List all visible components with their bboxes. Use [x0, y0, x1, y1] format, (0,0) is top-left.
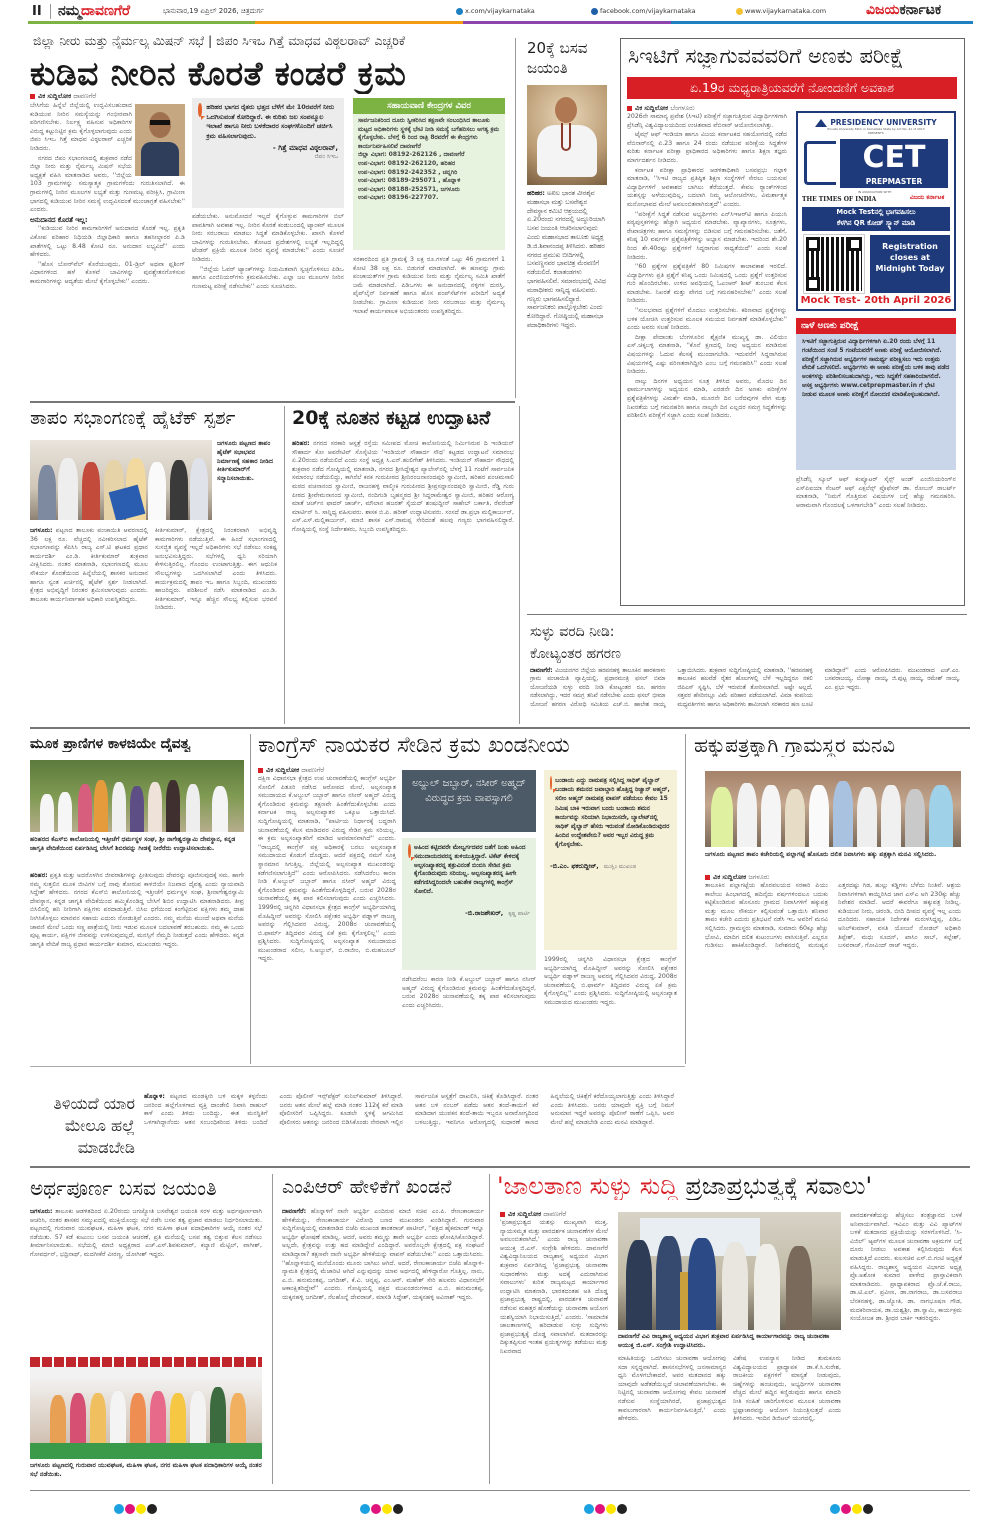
mock-test-date: Mock Test- 20th April 2026 [800, 295, 952, 306]
byline-place: ದಾವಣಗೆರೆ [301, 766, 325, 774]
registration-marks [114, 1499, 158, 1518]
stage-floor [30, 1443, 262, 1459]
association-label: IN ASSOCIATION WITH [858, 190, 892, 194]
byline-source: ವಿಕ ಸುದ್ದಿಲೋಕ [713, 873, 747, 881]
tapam-body-col2 [155, 527, 277, 722]
cet-para-1: 2026ನೇ ಸಾಮಾನ್ಯ ಪ್ರವೇಶ (ಸಿಇಟಿ) ಪರೀಕ್ಷೆಗೆ ಸಜ್ಜಾಗುತ್ತಿರುವ ವಿದ್ಯಾರ್ಥಿಗಳಿಗಾಗಿ ಪ್ರೆಸಿಡೆನ್ಸಿ ವಿಶ್ವವಿದ್ಯಾಲಯದಿಂದ ಉಚಿತವಾದ ವೆಬಿನಾರ್ ಆಯೋಜಿಸಲಾಗಿತ್ತು. [627, 113, 787, 129]
reg-yellow [136, 1504, 146, 1514]
helpline-line: ಉಪ-ವಿಭಾಗ: 08196-227707. [358, 194, 439, 202]
lead-byline [30, 92, 96, 101]
tapam-headline: ತಾಪಂ ಸಭಾಂಗಣಕ್ಕೆ ಹೈಟೆಕ್ ಸ್ಪರ್ಶ [30, 407, 236, 429]
quote-designation: ಜಿಪಂ ಸಿಇಒ [314, 153, 338, 160]
person [929, 785, 953, 847]
reg-yellow [852, 1504, 862, 1514]
byline-place: ದಾವಣಗೆರೆ [73, 92, 97, 100]
congress-headline: ಕಾಂಗ್ರೆಸ್ ನಾಯಕರ ಸೇಡಿನ ಕ್ರಮ ಖಂಡನೀಯ [258, 733, 570, 758]
paper-logo-part1: ವಿಜಯ [866, 2, 900, 18]
person [110, 1391, 126, 1443]
basava-jayanti-photo [30, 1357, 262, 1459]
helpline-intro: ಸಾರ್ವಜನಿಕರಿಂದ ದೂರು ಸ್ವೀಕರಿಸಿದ ತಕ್ಷಣವೇ ಸಂಬಂಧಿಸಿದ ತಾಲೂಕು ಮಟ್ಟದ ಅಧಿಕಾರಿಗಳು ಸ್ಥಳಕ್ಕೆ ಭೇಟಿ ನೀಡಿ ಸಮಸ್ಯೆ ಬಗೆಹರಿಸಲು ಅಗತ್ಯ ಕ್ರಮ ಕೈಗೊಳ್ಳಬೇಕು. ಬೆಳಗ್ಗೆ 6 ರಿಂದ ರಾತ್ರಿ 8ರವರೆಗೆ ಈ ಕೇಂದ್ರಗಳು ಕಾರ್ಯನಿರ್ವಹಿಸಲಿವೆ ದಾವಣಗೆರೆ [358, 117, 500, 150]
lead-para-6: ''ಜಿಲ್ಲೆಯ ಓವರ್ ಟ್ಯಾಂಕ್‌ಗಳನ್ನು ನಿಯಮಿತವಾಗಿ ಸ್ವಚ್ಛಗೊಳಿಸಲು ಪಿಡಿಒ ಹಾಗೂ ಎಂಜಿನಿಯರ್‌ಗಳು ಕ್ರಮವಹಿಸಬೇಕು. ಎಲ್ಲಾ ಜಲ ಮೂಲಗಳ ನೀರಿನ ಗುಣಮಟ್ಟ ಪರೀಕ್ಷೆ ನಡೆಸಬೇಕು'' ಎಂದು ಸೂಚಿಸಿದರು. [192, 265, 344, 290]
dateline-place: ದಾವಣಗೆರೆ: [282, 1208, 307, 1215]
grama-byline [705, 873, 769, 882]
lead-quote-box [192, 98, 344, 208]
dateline-place: ಜಗಳೂರು: [30, 527, 53, 534]
tapam-photo [30, 440, 212, 520]
insurance-body [530, 667, 960, 723]
section-rule [30, 1066, 685, 1067]
book-icon [804, 141, 836, 185]
quote-bubble-icon [550, 776, 552, 790]
portrait-face [555, 97, 577, 123]
reg-magenta [841, 1504, 851, 1514]
twitter-handle: x.com/vijaykarnataka [465, 7, 535, 15]
basavanna-portrait [527, 85, 607, 185]
person [230, 1393, 246, 1443]
tapam-body-text: ಪಟ್ಟಣದ ತಾಲೂಕು ಪಂಚಾಯಿತಿ ಆವರಣದಲ್ಲಿ 36 ಲಕ್ಷ ರೂ. ವೆಚ್ಚದಲ್ಲಿ ನವೀಕರಿಸಲಾದ ಹೈಟೆಕ್ ಸಭಾಂಗಣವನ್ನು ಕೆಪಿಸಿಸಿ ರಾಜ್ಯ ಎಸ್.ಟಿ ಘಟಕದ ಪ್ರಧಾನ ಕಾರ್ಯದರ್ಶಿ ಎಂ.ಡಿ. ಕೀರ್ತಿಕುಮಾರ್ ಶುಕ್ರವಾರ ವೀಕ್ಷಿಸಿದರು. ನಂತರ ಮಾತನಾಡಿ, ಸಭಾಂಗಣದಲ್ಲಿ ಮೂಲ ಸೌಕರ್ಯ ಕೊರತೆಯಿಂದ ಹಿನ್ನೆಲೆಯಲ್ಲಿ ಶಾಸಕರ ಅನುದಾನ ಹಾಗೂ ಸ್ವಂತ ಖರ್ಚಿನಲ್ಲಿ ಹೈಟೆಕ್ ಸ್ಪರ್ಶ ನೀಡಲಾಗಿದೆ. ಕ್ಷೇತ್ರದ ಅಭಿವೃದ್ಧಿಗೆ ನಿರಂತರ ಶ್ರಮಿಸಲಾಗುವುದು ಎಂದರು. ತಾಲೂಕು ಕಾರ್ಯನಿರ್ವಾಹಕ ಅಧಿಕಾರಿ ಉಪಸ್ಥಿತರಿದ್ದರು. [30, 527, 148, 603]
edition-name [58, 3, 130, 19]
university-subtitle: Private University Estd. in Karnataka State by Act No. 41 of 2013 [827, 127, 925, 131]
person [190, 458, 208, 520]
prepmaster-label: PREPMASTER [840, 177, 948, 188]
dateline-place: ಹೊನ್ನಾಳಿ: [144, 1093, 165, 1100]
helpline-line: ಉಪ-ವಿಭಾಗ: 08189-295071 , ಹೊನ್ನಾಳಿ [358, 177, 461, 185]
animals-headline: ಮೂಕ ಪ್ರಾಣಿಗಳ ಕಾಳಜಿಯೇ ದೈವತ್ವ [30, 736, 191, 752]
lead-subhead: ಅನುದಾನದ ಕೊರತೆ ಇಲ್ಲ: [30, 215, 88, 224]
lead-para-4: ''ಹೊಸ ಬೋರ್‌ವೆಲ್ ಕೊರೆಯುವುದು, 01-ಡ್ರಿಲ್ ಅಥವಾ ಫ್ಲಶಿಂಗ್ ವಿಧಾನಗಳಿಂದ ಹಳೆ ಕೊಳವೆ ಬಾವಿಗಳನ್ನು ಪುನಶ್ಚೇತನಗೊಳಿಸುವ ಕಾಮಗಾರಿಗಳನ್ನು ಆದ್ಯತೆಯ ಮೇಲೆ ಕೈಗೊಳ್ಳಬೇಕು'' ಎಂದರು. [30, 260, 185, 285]
university-name: PRESIDENCY UNIVERSITY [798, 118, 954, 127]
person [38, 465, 56, 520]
insurance-body-text: ವಿಜಯನಗರ ಜಿಲ್ಲೆಯ ಹರಪನಹಳ್ಳಿ ತಾಲೂಕಿನ ಹಾರಕನಾಳು ಗ್ರಾಮ ಪಂಚಾಯಿತಿ ವ್ಯಾಪ್ತಿಯಲ್ಲಿ, ಪ್ರಧಾನಮಂತ್ರಿ ಫಸಲ್ ಬಿಮಾ ಯೋಜನೆಯಡಿ ಸುಳ್ಳು ವರದಿ ನೀಡಿ ಕೋಟ್ಯಂತರ ರೂ. ಹಗರಣ ನಡೆಸಲಾಗಿದ್ದು, ಇದರ ಸಮಗ್ರ ತನಿಖೆ ನಡೆಸಬೇಕು ಎಂದು ಫಸಲ್ ಭೀಮಾ ಯೋಜನೆ ಹಗರಣ ವಿರೋಧಿ ಸಮಿತಿಯ ಎಚ್.ಬಿ. ಹಾಲೇಶ ನಾಯ್ಕ ಒತ್ತಾಯಿಸಿದರು. ಶುಕ್ರವಾರ ಸುದ್ದಿಗೋಷ್ಠಿಯಲ್ಲಿ ಮಾತನಾಡಿ, ''ಹರಪನಹಳ್ಳಿ ತಾಲೂಕಿನ ಹಲವೆಡೆ ರೈತರ ಹೊಲಗಳಲ್ಲಿ ಬೆಳೆ ಇಲ್ಲದಿದ್ದರೂ ನಕಲಿ ಜಿಪಿಎಸ್ ಸೃಷ್ಟಿಸಿ, ಬೆಳೆ ಇರುವಂತೆ ತೋರಿಸಲಾಗಿದೆ. ಅಷ್ಟೇ ಅಲ್ಲದೆ, ಸತ್ತವರ ಹೆಸರಿನಲ್ಲೂ ವಿಮೆ ಪರಿಹಾರ ಪಡೆಯಲಾಗಿದೆ. ವಿಮಾ ಕಂಪನಿಯ ಮಧ್ಯವರ್ತಿಗಳು ಹಾಗೂ ಅಧಿಕಾರಿಗಳು ಶಾಮೀಲಾಗಿ ಸರಕಾರದ ಹಣ ಲೂಟಿ ಮಾಡಿದ್ದಾರೆ'' ಎಂದು ಆರೋಪಿಸಿದರು. ಮುಖಂಡರಾದ ಎಚ್.ಎಂ. ಬಸವರಾಜಯ್ಯ, ಲೋಕ್ಯಾ ನಾಯ್ಕ, ಜಿ.ಪುಟ್ಟ ನಾಯ್ಕ, ರಮೇಶ್ ನಾಯ್ಕ, ಎಂ. ಪ್ರಭು ಇದ್ದರು. [530, 668, 960, 708]
person [58, 458, 78, 520]
lead-para-3: ''ಕುಡಿಯುವ ನೀರಿನ ಕಾಮಗಾರಿಗಳಿಗೆ ಅನುದಾನದ ಕೊರತೆ ಇಲ್ಲ. ಪ್ರಕೃತಿ ವಿಕೋಪ ಪರಿಹಾರ ನಿಧಿಯಡಿ ಜಿಲ್ಲಾಧಿಕಾರಿ ಹಾಗೂ ತಹಸೀಲ್ದಾರರ ಪಿ.ಡಿ ಖಾತೆಗಳಲ್ಲಿ ಒಟ್ಟು 8.48 ಕೋಟಿ ರೂ. ಅನುದಾನ ಲಭ್ಯವಿದೆ'' ಎಂದು ಹೇಳಿದರು. [30, 225, 185, 259]
column-divider [489, 1174, 490, 1484]
sidebox-title: ನಾಳೆ ಅಣಕು ಪರೀಕ್ಷೆ [796, 318, 956, 334]
qr-finder [806, 237, 820, 251]
lead-col3 [353, 256, 505, 397]
grama-body [705, 882, 961, 1062]
animals-caption: ಹರಿಹರದ ಕೆಎಸ್‌ಬಿ ಕಾಲೋನಿಯಲ್ಲಿ ಇತ್ತೀಚೆಗೆ ಧರ್ಮಸ್ಥಳ ಸಂಘ, ಶ್ರೀ ನಾಗೇಶ್ವರಸ್ವಾಮಿ ದೇವಸ್ಥಾನ, ಕನ್ನಡ ಜಾಗೃತಿ ವೇದಿಕೆಯಿಂದ ಏರ್ಪಡಿಸಿದ್ದ ಬೇಸಿಗೆ ಶಿಬಿರವನ್ನು ಗೀಡಕ್ಕೆ ನೀರೆರೆದು ಉದ್ಘಾಟಿಸಲಾಯಿತು. [30, 836, 236, 852]
toi-logo: THE TIMES OF INDIA [802, 196, 877, 203]
university-logo-icon [815, 119, 827, 127]
lead-para-5: ಪಡೆಯಬೇಕು. ಅನುಮೋದನೆ ಇಲ್ಲದೆ ಕೈಗೊಳ್ಳುವ ಕಾಮಗಾರಿಗಳ ಬಿಲ್ ಪಾವತಿಗಾಗಿ ಅವಕಾಶ ಇಲ್ಲ. ನೀರಿನ ಕೊರತೆ ಕಂಡುಬಂದಲ್ಲಿ ಟ್ಯಾಂಕರ್ ಮೂಲಕ ನೀರು ಸರಬರಾಜು ಮಾಡಲು ಸಿದ್ಧತೆ ಮಾಡಿಕೊಳ್ಳಬೇಕು. ಖಾಸಗಿ ಕೊಳವೆ ಬಾವಿಗಳನ್ನು ಗುರುತಿಸಬೇಕು. ತೋಟದ ಪ್ರದೇಶಗಳಲ್ಲಿ ಲಭ್ಯತೆ ಇಲ್ಲದಿದ್ದಲ್ಲಿ ಟೆಂಡರ್ ಪ್ರಕ್ರಿಯೆ ಮೂಲಕ ನೀರಿನ ವ್ಯವಸ್ಥೆ ಮಾಡಬೇಕು'' ಎಂದು ಸೂಚನೆ ನೀಡಿದರು. [192, 213, 344, 263]
ceo-portrait [135, 104, 185, 176]
grama-photo [705, 771, 961, 847]
social-col1 [500, 1219, 608, 1483]
person [881, 785, 901, 847]
helpline-line: ಉಪ-ವಿಭಾಗ: 08188-252571, ಜಗಳೂರು [358, 185, 460, 193]
reg-magenta [125, 1504, 135, 1514]
social-col1-text: 'ಪ್ರಜಾಪ್ರಭುತ್ವದ ಯಶಸ್ಸು ಮುಖ್ಯವಾಗಿ ಮುಕ್ತ, ನ್ಯಾಯಸಮ್ಮತ ಮತ್ತು ಪಾರದರ್ಶಕ ಚುನಾವಣೆಗಳ ಮೇಲೆ ಅವಲಂಬಿತವಾಗಿದೆ,' ಎಂದು ರಾಜ್ಯ ಚುನಾವಣಾ ಆಯುಕ್ತ ಜಿ.ಎಸ್. ಸಂಗ್ರೇಶಿ ಹೇಳಿದರು. ದಾವಣಗೆರೆ ವಿಶ್ವವಿದ್ಯಾನಿಲಯದ ರಾಜ್ಯಶಾಸ್ತ್ರ ಅಧ್ಯಯನ ವಿಭಾಗ ಶುಕ್ರವಾರ ಏರ್ಪಡಿಸಿದ್ದ 'ಪ್ರಜಾಪ್ರಭುತ್ವ ಚುನಾವಣಾ ಸುಧಾರಣೆಗಳು ಮತ್ತು ಅದಕ್ಕೆ ಎದುರಾಗಿರುವ ಸವಾಲುಗಳು' ಕುರಿತ ರಾಜ್ಯಮಟ್ಟದ ಕಾರ್ಯಾಗಾರ ಉದ್ಘಾಟಿಸಿ ಮಾತನಾಡಿ, ಭಾರತದಂತಹ ಅತಿ ದೊಡ್ಡ ಪ್ರಜಾಪ್ರಭುತ್ವ ರಾಷ್ಟ್ರದಲ್ಲಿ, ಪಾರದರ್ಶಕ ಚುನಾವಣೆ ನಡೆಸುವ ಮಹತ್ತರ ಹೊಣೆಯನ್ನು ಚುನಾವಣಾ ಆಯೋಗ ಯಶಸ್ವಿಯಾಗಿ ನಿಭಾಯಿಸುತ್ತಿದೆ,' ಎಂದರು. 'ಸಾಮಾಜಿಕ ಜಾಲತಾಣಗಳಲ್ಲಿ ಹರಿದಾಡುವ ಸುಳ್ಳು ಸುದ್ದಿಗಳು ಪ್ರಜಾಪ್ರಭುತ್ವಕ್ಕೆ ದೊಡ್ಡ ಸವಾಲಾಗಿವೆ. ಮತದಾರರನ್ನು ದಿಕ್ಕುತಪ್ಪಿಸುವ ಇಂತಹ ಪ್ರಯತ್ನಗಳನ್ನು ತಡೆಯಲು ಮತ್ತು ನಿಖರವಾದ [500, 1219, 608, 1355]
bar-purple [463, 21, 671, 24]
dateline-place: ಹರಿಹರ: [527, 190, 545, 197]
person [785, 789, 805, 847]
byline-place: ದಾವಣಗೆರೆ [543, 1210, 567, 1218]
person [94, 780, 108, 832]
grama-body-text: ತಾಲೂಕಿನ ಪಲ್ಲಾಗಟ್ಟೆಯ ಹೊರವಲಯದ ಸರಕಾರಿ ಪಿಯು ಕಾಲೇಜು ಹಿಂಭಾಗದಲ್ಲಿ ಹದಿನೈದು ವರ್ಷಗಳಿಂದಲೂ ಬದುಕು ಕಟ್ಟಿಕೊಂಡಿರುವ ಹೊಸೂರು ಗ್ರಾಮದ ನಿವಾಸಿಗಳಿಗೆ ಹಕ್ಕುಪತ್ರ ಮತ್ತು ಮೂಲ ಸೌಕರ್ಯ ಕಲ್ಪಿಸುವಂತೆ ಒತ್ತಾಯಿಸಿ ಶನಿವಾರ ತಾಪಂ ಕಚೇರಿ ಎದುರು ಪ್ರತಿಭಟನೆ ನಡೆಸಿ ಇಒ ಅವರಿಗೆ ಮನವಿ ಸಲ್ಲಿಸಿದರು. ಗ್ರಾಮಸ್ಥರು ಮಾತನಾಡಿ, ಸುಮಾರು 60ಕ್ಕೂ ಹೆಚ್ಚು ಭೋವಿ, ಮಾದಿಗ ದಲಿತ ಕುಟುಂಬಗಳು ವಾಸಿಸುತ್ತಿವೆ. ಎಲ್ಲರೂ ಗುಡಿಸಲು ಹಾಕಿಕೊಂಡಿದ್ದಾರೆ. ನಿವೇಶನದಲ್ಲಿ ಮನುಷ್ಯನ ಎತ್ತರದಷ್ಟು ಗಿಡ, ಹುಲ್ಲು ಕಡ್ಡಿಗಳು ಬೆಳೆದು ನಿಂತಿವೆ. ಆಶ್ರಯ ನಿವಾಸಿಗಳಿಗಾಗಿ ಕಾಯ್ದಿರಿಸಿದ ಜಾಗ ಎಸ್‌ಎ ಅಗಿ 230ಕ್ಕು ಹೆಚ್ಚು ನಿವೇಶನ ಮಾಡಿದೆ. ಆದರೆ ಈವರೆಗೂ ಹಕ್ಕುಪತ್ರ ನೀಡಿಲ್ಲ. ಕುಡಿಯುವ ನೀರು, ಚರಂಡಿ, ಬೀದಿ ದೀಪದ ವ್ಯವಸ್ಥೆ ಇಲ್ಲ ಎಂದು ದೂರಿದರು. ಸಹಾಯಕ ನಿರ್ದೇಶಕ ಮರುಳಸಿದ್ದಪ್ಪ, ಪಿಡಿಒ ಅನಿಲ್‌ಕುಮಾರ್, ವಸತಿ ಯೋಜನೆ ನೋಡಲ್ ಅಧಿಕಾರಿ ತಿಪ್ಪೇಶ್, ಮಧು ಸೂದನ್, ಖಾಸಿಂ ಸಾಬ್, ಕಲ್ಲೇಶ್, ಬಸವರಾಜ್, ಗೋವಿಂದ್ ರಾಜ್ ಇದ್ದರು. [705, 882, 961, 950]
reg-black [147, 1504, 157, 1514]
column-divider [272, 1174, 273, 1484]
building-body-text: ನಗರದ ಸರಕಾರಿ ಆಸ್ಪತ್ರೆ ರಸ್ತೆಯ ಸಮೀಪದ ಮೋಚಿ ಕಾಲೋನಿಯಲ್ಲಿ ನಿರ್ಮಿಸಿರುವ ದಿ ಇಂಡಿಯನ್ ಸೌಹಾರ್ದ ಕೋ ಆಪರೇಟಿವ್ ಸೊಸೈಟಿಯ 'ಇಂಡಿಯನ್ ಸೌಹಾರ್ದ ಸೌಧ' ಕಟ್ಟಡದ ಉದ್ಘಾಟನೆ ಸಮಾರಂಭ ಏ.20ರಂದು ನಡೆಯಲಿದೆ ಎಂದು ಸಂಸ್ಥೆ ಅಧ್ಯಕ್ಷ ಸಿ.ಎನ್.ಹುಲಿಗೇಶ್ ತಿಳಿಸಿದರು. ಇಂಡಿಯನ್ ಸೌಹಾರ್ದ ಸೌಧದಲ್ಲಿ ಶುಕ್ರವಾರ ನಡೆದ ಗೋಷ್ಠಿಯಲ್ಲಿ ಮಾತನಾಡಿ, ನಗರದ ಶ್ರೀಸಿದ್ದೇಶ್ವರ ಪ್ಯಾಲೇಸ್‌ನಲ್ಲಿ ಬೆಳಗ್ಗೆ 11 ಗಂಟೆಗೆ ಸಾರ್ವಜನಿಕ ಸಮಾರಂಭ ನಡೆಯಲಿದ್ದು, ಕಾಗಿನೆಲೆ ಕನಕ ಗುರುಪೀಠದ ಶ್ರೀನಿರಂಜನಾನಂದಪುರಿ ಸ್ವಾಮೀಜಿ, ಹರಿಹರ ಪಂಚಮಸಾಲಿ ಮಠದ ವಚನಾನಂದ ಸ್ವಾಮೀಜಿ, ರಾಜನಹಳ್ಳಿ ವಾಲ್ಮೀಕಿ ಗುರುಪೀಠದ ಶ್ರೀಪ್ರಸನ್ನಾನಂದಪುರಿ ಸ್ವಾಮೀಜಿ, ರೆಡ್ಡಿ ಗುರು ಪೀಠದ ಶ್ರೀವೇಮನಾನಂದ ಸ್ವಾಮೀಜಿ, ನಂದಿಗುಡಿ ಬೃಹನ್ಮಠದ ಶ್ರೀ ಸಿದ್ಧರಾಮೇಶ್ವರ ಸ್ವಾಮೀಜಿ, ಹರಿಹರ ಆರೋಗ್ಯ ಮಾತೆ ಚರ್ಚ್‌ನ ಫಾದರ್ ಜಾರ್ಜ್, ಮೌಲಾನ ಹಜರತ್ ಸೈಯದ್ ಶಂಷುದ್ದೀನ್ ಸಾಹೇಬ್ ಬರ್ಕಾತಿ, ರೆವರೆಂಡ್ ಮಾರ್ಟಿನ್ ಸಿ. ಸಾನ್ನಿಧ್ಯ ವಹಿಸುವರು. ಶಾಸಕ ಬಿ.ಪಿ. ಹರೀಶ್ ಉದ್ಘಾಟಿಸುವರು. ಸಂಸದೆ ಡಾ.ಪ್ರಭಾ ಮಲ್ಲಿಕಾರ್ಜುನ್, ಎಸ್.ಎಸ್.ಮಲ್ಲಿಕಾರ್ಜುನ್, ಮಾಜಿ ಶಾಸಕ ಎಸ್.ರಾಮಪ್ಪ ಸೇರಿದಂತೆ ಹಲವು ಗಣ್ಯರು ಭಾಗವಹಿಸಲಿದ್ದಾರೆ. ಗೋಷ್ಠಿಯಲ್ಲಿ ಸಂಸ್ಥೆ ನಿರ್ದೇಶಕರು, ಸಿಬ್ಬಂದಿ ಉಪಸ್ಥಿತರಿದ್ದರು. [292, 440, 514, 533]
sidebox-body: ಸಿಇಟಿಗೆ ಸಜ್ಜಾಗುತ್ತಿರುವ ವಿದ್ಯಾರ್ಥಿಗಳಿಗಾಗಿ ಏ.20 ರಂದು ಬೆಳಗ್ಗೆ 11 ಗಂಟೆಯಿಂದ ಸಂಜೆ 5 ಗಂಟೆಯವರೆಗೆ ಅಣಕು ಪರೀಕ್ಷೆ ಆಯೋಜಿಸಲಾಗಿದೆ. ಪರೀಕ್ಷೆಗೆ ಸಜ್ಜಾಗಿರುವ ಅಭ್ಯರ್ಥಿಗಳ ಸಾಮರ್ಥ್ಯ ಪರೀಕ್ಷಿಸಲು ಇದು ಉತ್ತಮ ವೇದಿಕೆ ಒದಗಿಸಲಿದೆ. ಅಭ್ಯರ್ಥಿಗಳು ಈ ಅಣಕು ಪರೀಕ್ಷೆಯ ಬಳಿಕ ತಾವು ಪಡೆದ ಅಂಕಗಳನ್ನು ಪರಿಶೀಲಿಸಬಹುದಾಗಿದ್ದು, ಇದು ಸಿದ್ಧತೆಗೆ ಸಹಕಾರಿಯಾಗಲಿದೆ. ಆಸಕ್ತ ಅಭ್ಯರ್ಥಿಗಳು www.cetprepmaster.in ಗೆ ಭೇಟಿ ನೀಡುವ ಮೂಲಕ ಅಣಕು ಪರೀಕ್ಷೆಗೆ ನೋಂದಣಿ ಮಾಡಿಕೊಳ್ಳಬಹುದಾಗಿದೆ. [802, 338, 950, 398]
reg-cyan [360, 1504, 370, 1514]
person [688, 1238, 716, 1330]
congress-quote2 [544, 770, 677, 950]
column-divider [284, 406, 285, 724]
person [210, 1387, 226, 1443]
cet-col2 [796, 476, 956, 600]
date-line: ಭಾನುವಾರ,19 ಏಪ್ರಿಲ್ 2026, ಚಿತ್ರದುರ್ಗ [163, 7, 264, 15]
tapam-caption: ಜಗಳೂರು ಪಟ್ಟಣದ ತಾಪಂ ಹೈಟೆಕ್ ಸಭಾಭವನ ನಿರ್ಮಾಣಕ್ಕೆ ಸಹಕಾರ ನೀಡಿದ ಕೀರ್ತಿಕುಮಾರ್‌ಗೆ ಸನ್ಮಾನಿಸಲಾಯಿತು. [217, 440, 273, 483]
person [78, 784, 92, 832]
animals-body [30, 872, 244, 1062]
person [40, 794, 54, 832]
column-divider [250, 734, 251, 1064]
person [809, 785, 829, 847]
masthead-color-bar [28, 21, 973, 24]
reg-yellow [382, 1504, 392, 1514]
paper-logo-part2: ಕರ್ನಾಟಕ [899, 2, 942, 18]
basava-jayanti-caption: ಜಗಳೂರು ಪಟ್ಟಣದಲ್ಲಿ ಗುರುವಾರ ಯುವಘಟಕ, ಮಹಿಳಾ ಘಟಕ, ನಗರ ಮಹಿಳಾ ಘಟಕ ಪದಾಧಿಕಾರಿಗಳ ಆಯ್ಕೆ ನಂತರ ಸಭೆ ನಡೆಯಿತು. [30, 1462, 262, 1478]
person [754, 1244, 780, 1330]
registration-notice: Registration closes at Midnight Today [870, 235, 950, 293]
paper-logo [866, 2, 941, 18]
helpline-line: ಉಪ-ವಿಭಾಗ: 08192-262120, ಹರಿಹರ [358, 159, 456, 167]
social-photo [618, 1212, 841, 1330]
helpline-line: ಉಪ-ವಿಭಾಗ: 08192-242352 , ಚನ್ನಗಿರಿ [358, 168, 458, 176]
mock-test-instruction: Mock Testನಲ್ಲಿ ಭಾಗವಹಿಸಲು ಕೆಳಗಿನ QR ಕೋಡ್ ಸ್ಕ್ಯಾನ್ ಮಾಡಿ [802, 207, 950, 231]
person [761, 785, 781, 847]
cet-byline [627, 104, 695, 113]
dateline-place: ಹರಿಹರ: [292, 440, 310, 447]
person [833, 781, 853, 847]
reg-black [393, 1504, 403, 1514]
byline-source: ವಿಕ ಸುದ್ದಿಲೋಕ [635, 104, 669, 112]
grama-caption: ಜಗಳೂರು ಪಟ್ಟಣದ ತಾಪಂ ಕಚೇರಿಯಲ್ಲಿ ಪಲ್ಲಾಗಟ್ಟೆ ಹೊಸೂರು ದಲಿತ ನಿವಾಸಿಗಳು ಹಕ್ಕು ಪತ್ರಕ್ಕಾಗಿ ಮನವಿ ಸಲ್ಲಿಸಿದರು. [705, 851, 937, 858]
social-col4 [850, 1212, 962, 1483]
cet-headline: ಸಿಇಟಿಗೆ ಸಜ್ಜಾಗುವವವರಿಗೆ ಅಣಕು ಪರೀಕ್ಷೆ [628, 44, 904, 68]
person [170, 460, 188, 520]
person [170, 1393, 186, 1443]
person [148, 782, 162, 832]
social-headline [497, 1172, 972, 1200]
vk-logo: ವಿಜಯ ಕರ್ನಾಟಕ [910, 194, 945, 201]
congress-quote1 [402, 838, 536, 970]
globe-icon [736, 8, 743, 15]
crime-body-text: ಪಟ್ಟಣದ ಮಂಡಕ್ಕೀರಿ ಬಳಿ ಮಕ್ಕಳ ಕಳ್ಳನೆಂದು ಜನರಿಂದ ಹಲ್ಲೆಗೊಳಗಾದ ವ್ಯಕ್ತಿ ದಾಂಡೇಲಿ ನಿವಾಸಿ ರಾಹುಲ್ ಕಾಳೆ ಎಂದು ತಿಳಿದು ಬಂದಿದ್ದು, ಈತ ಮನಸ್ಥಿತಿಗೆ ಒಳಗಾಗಿದ್ದಾನೆಂದು ಆತನ ಸಂಬಂಧಿಕರಿಂದ ತಿಳಿದು ಬಂದಿದೆ ಎಂದು ಪೊಲೀಸ್ ಇನ್ಸ್‌ಪೆಕ್ಟರ್ ಸುನಿಲ್‌ಕುಮಾರ್ ತಿಳಿಸಿದ್ದಾರೆ. ಜನರು ಆತನ ಮೇಲೆ ಹಲ್ಲೆ ಮಾಡಿ ನಂತರ 112ಕ್ಕೆ ಕರೆ ಮಾಡಿ ಪೊಲೀಸರಿಗೆ ಒಪ್ಪಿಸಿದ್ದರು. ಕೂಡಲೇ ಸ್ಥಳಕ್ಕೆ ಆಗಮಿಸಿದ ಪೊಲೀಸರು ಆತನನ್ನು ಜನರಿಂದ ಬಿಡಿಸಿಕೊಂಡು ನೇರವಾಗಿ ಇಲ್ಲಿನ ಸಾರ್ವಜನಿಕ ಆಸ್ಪತ್ರೆಗೆ ದಾಖಲಿಸಿ, ಚಿಕಿತ್ಸೆ ಕೊಡಿಸಿದ್ದಾರೆ. ನಂತರ ಆತನ ಬಳಿ ನಂಬರ್ ಪಡೆದು ಆತನ ತಂದೆ-ತಾಯಿಗೆ ಕರೆ ಮಾಡಿದಾಗ ಯುವಕನ ತಂದೆ-ತಾಯಿ ಇಬ್ಬರೂ ಅನಾರೋಗ್ಯದಿಂದ ಬಳಲುತ್ತಿದ್ದು, ಇವನಿಗೂ ಆರೋಗ್ಯದಲ್ಲಿ ಸುಧಾರಣೆ ಕಾಣದ ಹಿನ್ನಲೆಯಲ್ಲಿ ಚಿಕಿತ್ಸೆಗೆ ಕರೆದೊಯ್ಯಲಾಗುತ್ತಿತ್ತು ಎಂದು ತಿಳಿಸಿದ್ದಾರೆ ಎಂದು ತಿಳಿಸಿದರು. ಜನರು ಯಾವುದೇ ವ್ಯಕ್ತಿ ಬಗ್ಗೆ ನಿಮಗೆ ಅನುಮಾನ ಇದ್ದರೆ ಅವರನ್ನು ಪೊಲೀಸ್ ಠಾಣೆಗೆ ಒಪ್ಪಿಸಿ, ಅವರ ಮೇಲೆ ಹಲ್ಲೆ ಮಾಡಬೇಡಿ ಎಂದು ಮನವಿ ಮಾಡಿದ್ದಾರೆ. [144, 1093, 674, 1126]
person [656, 1236, 682, 1330]
lamp-stand [680, 1272, 688, 1330]
helpline-box [353, 98, 505, 250]
cet-para-9: ಪ್ರೆಸಿಡೆನ್ಸಿ ಸ್ಕೂಲ್ ಆಫ್ ಕಂಪ್ಯೂಟರ್ ಸೈನ್ಸ್ ಅಂಡ್ ಎಂಜಿನಿಯರಿಂಗ್‌ನ ಎಸ್‌ಪಿಐಯಾ ಸೆಂಟರ್ ಆಫ್ ಎಕ್ಸಲೆನ್ಸ್ ಪ್ರೊಫೆಸರ್ ಡಾ. ರೋಬನ್ ರಾಬರ್ಟ್ ಮಾತನಾಡಿ, ''ನಿಮಗೆ ಗೊತ್ತಿರುವ ವಿಷಯಗಳ ಬಗ್ಗೆ ಹೆಚ್ಚು ಗಮನಹರಿಸಿ. ಆರಾಮವಾಗಿ ಗೊಂದಲಕ್ಕೆ ಒಳಗಾಗಬೇಡಿ'' ಎಂದು ಸಲಹೆ ನೀಡಿದರು. [796, 476, 956, 509]
person [82, 462, 100, 520]
quote-text: ಹರಿಹರ ಭಾಗದ ರೈತರು ಭತ್ತದ ಬೆಳೆಗೆ ಮೇ 10ರವರೆಗೆ ನೀರು ಒದಗಿಸುವಂತೆ ಕೋರಿದ್ದಾರೆ. ಈ ಕುರಿತು ಜಲ ಸಂಪನ್ಮೂಲ ಇಲಾಖೆ ಹಾಗೂ ನೀರು ಬಳಕೆದಾರರ ಸಂಘಗಳೊಂದಿಗೆ ಚರ್ಚಿಸಿ ಕ್ರಮ ವಹಿಸಲಾಗುವುದು. [206, 103, 335, 140]
bar-green [28, 21, 255, 24]
edition-name-part2: ದಾವಣಗೆರೆ [81, 3, 131, 19]
person [58, 792, 72, 832]
person [70, 1393, 86, 1443]
insurance-headline: ಸುಳ್ಳು ವರದಿ ನೀಡಿ: ಕೋಟ್ಯಂತರ ಹಗರಣ [530, 624, 621, 662]
lead-kicker: ಜಿಲ್ಲಾ ನೀರು ಮತ್ತು ನೈರ್ಮಲ್ಯ ಮಿಷನ್ ಸಭೆ | ಜಿಪಂ ಸಿಇಒ ಗಿತ್ತೆ ಮಾಧವ ವಿಠ್ಠಲರಾವ್ ಎಚ್ಚರಿಕೆ [33, 33, 405, 48]
byline-marker-icon [627, 106, 632, 111]
qr-finder [848, 237, 862, 251]
quote-text: ಅಹಿಂದ ಕಟ್ಟಿದವರೇ ಮೇಲ್ವರ್ಗದವರ ಜತೆಗೆ ನಿಂತು ಅಹಿಂದ ಸಮುದಾಯದವರನ್ನ ತುಳಿಯುತ್ತಿದ್ದಾರೆ. ಟಿಕೆಟ್ ಕೇಳಿದಕ್ಕೆ ಅಲ್ಪಸಂಖ್ಯಾತರನ್ನ ಶತ್ರುವಿನಂತೆ ಬಿಂಬಿಸಿ ಸೇಡಿನ ಕ್ರಮ ಕೈಗೊಂಡಿರುವುದು ಸರಿಯಲ್ಲ. ಅಲ್ಪಸಂಖ್ಯಾತರನ್ನ ಹೀಗೇ ಕಡೆಗಣಿಸಿದ್ದರಿಂದಲೇ ಬಹುತೇಕ ರಾಜ್ಯಗಳಲ್ಲಿ ಕಾಂಗ್ರೆಸ್ ಸೋಲಿದೆ. [413, 844, 526, 895]
social-headline-dark: ಪ್ರಜಾಪ್ರಭುತ್ವಕ್ಕೆ ಸವಾಲು' [685, 1172, 873, 1200]
social-byline [500, 1210, 566, 1219]
person [90, 1393, 106, 1443]
congress-byline [258, 766, 324, 775]
person [166, 780, 180, 832]
basava-brief-body [527, 190, 607, 600]
person [150, 1391, 166, 1443]
masthead [28, 2, 973, 22]
animals-photo [30, 760, 244, 832]
social-col4-text: ಪಾರದರ್ಶಕತೆಯನ್ನು ಹೆಚ್ಚಿಸಲು ತಂತ್ರಜ್ಞಾನದ ಬಳಕೆ ಅನಿವಾರ್ಯವಾಗಿದೆ. ಇವಿಎಂ ಮತ್ತು ವಿವಿ ಪ್ಯಾಟ್‌ಗಳ ಬಳಕೆ ಮತದಾನದ ಪ್ರಕ್ರಿಯೆಯನ್ನು ಸರಳಗೊಳಿಸಿದೆ. 'ಸಿ-ವಿಜಿಲ್' ಆ್ಯಪ್‌ಗಳ ಮೂಲಕ ಚುನಾವಣಾ ಅಕ್ರಮಗಳ ಬಗ್ಗೆ ದೂರು ನೀಡಲು ಅವಕಾಶ ಕಲ್ಪಿಸಿರುವುದು ಕೆಲಸ ಮಾಡುತ್ತಿದೆ ಎಂದರು. ಕುಲಸಚಿವ ಎಸ್.ಬಿ.ಗಂಟಿ ಅಧ್ಯಕ್ಷತೆ ವಹಿಸಿದ್ದರು. ರಾಜ್ಯಶಾಸ್ತ್ರ ಅಧ್ಯಯನ ವಿಭಾಗದ ಅಧ್ಯಕ್ಷ ಪ್ರೊ.ಅಶೋಕ ಕುಮಾರ ಪಾಳೇದ ಪ್ರಾಸ್ತಾವಿಕವಾಗಿ ಮಾತನಾಡಿದರು. ಪ್ರಾಧ್ಯಾಪಕರಾದ ಪ್ರೊ.ಜೆ.ಕೆ.ರಾಜು, ಡಾ.ಟಿ.ಎಲ್. ಪ್ರವೀಣ, ಡಾ.ನಾಗರಾಜ, ಡಾ.ಬಸವರಾಜ ಬೆನಕನಹಳ್ಳಿ, ಡಾ.ಜ್ಯೋತಿ, ಡಾ. ನಾಗಭೂಷಣ ಗೌಡ, ಮದಕರಿನಾಯಕ, ಡಾ.ಯಶ್ವಶ್ರೀ, ಡಾ.ಸ್ವಾಮಿ, ಕಾರ್ಯಕ್ರಮ ಸಂಯೋಜಕ ಡಾ. ಶ್ರೀಧರ ಬಾರ್ಕಿ ಇತರರಿದ್ದರು. [850, 1212, 962, 1323]
facebook-link[interactable] [591, 7, 696, 15]
person [626, 1240, 652, 1330]
reg-black [863, 1504, 873, 1514]
byline-source: ವಿಕ ಸುದ್ದಿಲೋಕ [266, 766, 300, 774]
basava-brief-headline: 20ಕ್ಕೆ ಬಸವ ಜಯಂತಿ [527, 39, 588, 77]
quote-author: -ಬಿ.ಎಂ. ಫಕರುದ್ದೀನ್, [550, 861, 599, 870]
quote-author: -ಬಿ.ರಾಜಶೇಖರ್, [465, 908, 504, 917]
section-rule [30, 1166, 970, 1168]
portrait-beads [561, 123, 571, 151]
reg-cyan [114, 1504, 124, 1514]
building-body [292, 440, 514, 722]
person [50, 1395, 66, 1443]
animals-body-text: ಪ್ರಕೃತಿ ಮತ್ತು ಅದರೊಳಗಿನ ಜೀವರಾಶಿಗಳನ್ನು ಪ್ರೀತಿಸುವುದು ದೇವರನ್ನು ಪೂಜಿಸುವುದಕ್ಕೆ ಸಮ. ಹಾಗೇ ನಮ್ಮ ಸುತ್ತಲಿನ ಮೂಕ ಜೀವಿಗಳ ಬಗ್ಗೆ ನಾವು ತೋರುವ ಕಾಳಜಿಯೇ ನಿಜವಾದ ದೈವತ್ವ ಎಂದು ನ್ಯಾಯವಾದಿ ಸಿದ್ದೇಶ್ ಹೇಳಿದರು. ನಗರದ ಕೆಎಸ್‌ಬಿ ಕಾಲೋನಿಯಲ್ಲಿ ಇತ್ತೀಚೆಗೆ ಧರ್ಮಸ್ಥಳ ಸಂಘ, ಶ್ರೀನಾಗೇಶ್ವರಸ್ವಾಮಿ ದೇವಸ್ಥಾನ, ಕನ್ನಡ ಜಾಗೃತಿ ವೇದಿಕೆಯಿಂದ ಹಮ್ಮಿಕೊಂಡಿದ್ದ ಬೇಸಿಗೆ ಶಿಬಿರ ಉದ್ಘಾಟಿಸಿ ಮಾತನಾಡಿದರು. ತೀವ್ರ ಬಿಸಿಲಿನಲ್ಲಿ ಹನಿ ನೀರಿಗಾಗಿ ಪಕ್ಷಿಗಳು ಪರದಾಡುತ್ತಿವೆ. ಬಿಸಿಲ ಧಗೆಯಿಂದ ಕಂಗೆಟ್ಟಿರುವ ಪಕ್ಷಿಗಳು ತಮ್ಮ ದಾಹ ನೀಗಿಸಿಕೊಳ್ಳಲು ಮಾನವನ ಸಹಾಯ ಎದುರು ನೋಡುತ್ತಿವೆ ಎಂದರು. ನಮ್ಮ ಮನೆಯ ಮುಂದೆ ಅಥವಾ ಮನೆಯ ಚಾವಣಿ ಮೇಲೆ ಒಂದು ಸಣ್ಣ ಪಾತ್ರೆಯಲ್ಲಿ ನೀರು ಇಡುವ ಮೂಲಕ ಬದಲಾವಣೆ ತರಬಹುದು. ನಮ್ಮ ಈ ಒಂದು ಪುಟ್ಟ ಕಾರ್ಯ, ಪಕ್ಷಿಗಳ ಜೀವವನ್ನು ಉಳಿಸುವುದಲ್ಲದೆ, ಮನಸ್ಸಿಗೆ ನೆಮ್ಮದಿ ನೀಡುತ್ತದೆ ಎಂದು ಹೇಳಿದರು. ಕನ್ನಡ ಜಾಗೃತಿ ವೇದಿಕೆ ರಾಜ್ಯ ಪ್ರಧಾನ ಕಾರ್ಯದರ್ಶಿ ಕುಮಾರ, ಮುಖಂಡರು ಇದ್ದರು. [30, 872, 244, 948]
cet-col1 [627, 113, 787, 601]
dateline-place: ಜಗಳೂರು: [30, 1208, 53, 1215]
social-col3 [733, 1355, 841, 1483]
bar-blue [671, 21, 973, 24]
person [857, 787, 877, 847]
person [786, 1246, 812, 1330]
mock-test-sidebox [796, 318, 956, 470]
reg-magenta [371, 1504, 381, 1514]
person [905, 789, 925, 847]
person [186, 784, 200, 832]
byline-source: ವಿಕ ಸುದ್ದಿಲೋಕ [38, 92, 72, 100]
stage-decoration [30, 1357, 262, 1367]
congress-body-col3 [544, 956, 677, 1062]
person [212, 786, 228, 832]
basava-jayanti-body [30, 1208, 262, 1354]
cet-advertisement[interactable] [796, 111, 956, 311]
qr-code[interactable] [804, 235, 864, 293]
basava-jayanti-headline: ಅರ್ಥಪೂರ್ಣ ಬಸವ ಜಯಂತಿ [30, 1176, 217, 1200]
bar-orange [255, 21, 463, 24]
quote-text: ಬಂಡಾಯ ಎದ್ದು ನಾಮಪತ್ರ ಸಲ್ಲಿಸಿದ್ದ ಸಾಧಿಕ್ ಪೈಲ್ವಾನ್ ಬಂಡಾಯ ಶಮನದ ಜವಾಬ್ದಾರಿ ಹೊತ್ತಿದ್ದ ರಿಜ್ವಾನ್ ಅಹ್ಮದ್, ಸಲೀಂ ಅಹ್ಮದ್ ನಾಮಪತ್ರ ವಾಪಸ್ ಪಡೆಯಲು ಕೇವಲ 15 ನಿಮಿಷ ಬಾಕಿ ಇರುವಾಗ ಬಂದು ಬಂಡಾಯ ಶಮನ ಕಾರ್ಯವನ್ನು ಸರಿಯಾಗಿ ನಿಭಾಯಿಸದೇ, ಬ್ಯಾಲೇಟ್‌ನಲ್ಲಿ ಸಾಧಿಕ್ ಪೈಲ್ವಾನ್ ಹೆಸರು ಇರುವಂತೆ ನೋಡಿಕೊಂಡಿರುವುದರ ಹಿಂದಿನ ಉದ್ದೇಶವೇನು? ಅವರ ಇಬ್ಬರ ವಿರುದ್ಧ ಕ್ರಮ ಕೈಗೊಳ್ಳಬೇಕು. [555, 777, 670, 849]
helpline-line: ಜಿಲ್ಲಾ ವಿಭಾಗ: 08192-262126 , ದಾವಣಗೆರೆ [358, 151, 465, 159]
facebook-icon [591, 8, 598, 15]
byline-marker-icon [30, 94, 35, 99]
section-rule [30, 401, 515, 403]
crime-headline: ತಿಳಿಯದೆ ಯಾರ ಮೇಲೂ ಹಲ್ಲೆ ಮಾಡಬೇಡಿ [53, 1094, 135, 1157]
portrait-sunglasses [150, 120, 170, 125]
dateline-place: ದಾವಣಗೆರೆ: [530, 668, 553, 674]
congress-dark-box: ಅಬ್ದುಲ್ ಜಬ್ಬಾರ್, ನಸೀರ್ ಅಹ್ಮದ್ ವಿರುದ್ಧದ ಕ್ರಮ ವಾಪಸ್ಸಾಗಲಿ [402, 770, 536, 832]
cet-para-3: ಕರ್ನಾಟಕ ಪರೀಕ್ಷಾ ಪ್ರಾಧಿಕಾರದ ಆಡಳಿತಾಧಿಕಾರಿ ಬಸವಪ್ರಭು ಗಲ್ಗಾಳಿ ಮಾತನಾಡಿ, ''ಸಿಇಟಿ ರಾಜ್ಯದ ಪ್ರತಿಷ್ಠಿತ ಶಿಕ್ಷಣ ಸಂಸ್ಥೆಗಳಿಗೆ ಸೇರಲು ಬಯಸುವ ವಿದ್ಯಾರ್ಥಿಗಳಿಗೆ ಅವಕಾಶದ ಬಾಗಿಲು ತೆರೆಯುತ್ತದೆ. ಕೇವಲ ರ‍್ಯಾಂಕ್‌ಗಳಿಂದ ಯಶಸ್ಸನ್ನು ಅಳೆಯುವುದಿಲ್ಲ, ಬದಲಾಗಿ ನಿಮ್ಮ ಆಲೋಚನೆಗಳು, ವಿಮರ್ಶಾತ್ಮಕ ಮನೋಭಾವದ ಮೇಲೆ ಅವಲಂಬಿತವಾಗಿರುತ್ತದೆ'' ಎಂದರು. [627, 166, 787, 208]
lead-para-7: ಸರಕಾರದಿಂದ ಪ್ರತಿ ಗ್ರಾಮಕ್ಕೆ 3 ಲಕ್ಷ ರೂ.ಗಳಂತೆ ಒಟ್ಟು 46 ಗ್ರಾಮಗಳಿಗೆ 1 ಕೋಟಿ 38 ಲಕ್ಷ ರೂ. ಬಿಡುಗಡೆ ಮಾಡಲಾಗಿದೆ. ಈ ಹಣವನ್ನು ಗ್ರಾಮ ಪಂಚಾಯತ್‌ಗಳ ಗ್ರಾಮ ಕುಡಿಯುವ ನೀರು ಮತ್ತು ನೈರ್ಮಲ್ಯ ಸಮಿತಿ ಖಾತೆಗೆ ಜಮೆ ಮಾಡಲಾಗಿದೆ. ಪಿಡಿಒಗಳು ಈ ಅನುದಾನದಲ್ಲಿ ನಳ್ಳಿಗಳ ದುರಸ್ತಿ, ಪೈಪ್‌ಲೈನ್ ನಿರ್ವಹಣೆ ಹಾಗೂ ಹೊಸ ಪಂಪ್‌ಸೆಟ್‌ಗಳ ಖರೀದಿಗೆ ಅದ್ಯತೆ ನೀಡಬೇಕು. ಗ್ರಾಮೀಣ ಕುಡಿಯುವ ನೀರು ಸರಬರಾಜು ಮತ್ತು ನೈರ್ಮಲ್ಯ ಇಲಾಖೆ ಕಾರ್ಯಪಾಲಕ ಅಭಿಯಂತರರು ಉಪಸ್ಥಿತರಿದ್ದರು. [353, 256, 505, 315]
grama-headline: ಹಕ್ಕುಪತ್ರಕ್ಕಾಗಿ ಗ್ರಾಮಸ್ಥರ ಮನವಿ [694, 733, 896, 757]
divider [50, 4, 51, 19]
social-col3-text: ವಿಶೇಷ ಉಪನ್ಯಾಸ ನೀಡಿದ ತುಮಕೂರು ವಿಶ್ವವಿದ್ಯಾಲಯದ ಪ್ರಾಧ್ಯಾಪಕ ಡಾ.ಕೆ.ಸಿ.ಸುರೇಶ, ರಾಜಕೀಯ ಪಕ್ಷಗಳಿಗೆ ಮಾನ್ಯತೆ ನೀಡುವುದು, ಚಿಹ್ನೆಗಳನ್ನು ಹಂಚುವುದು, ಅಭ್ಯರ್ಥಿಗಳ ಚುನಾವಣಾ ವೆಚ್ಚದ ಮೇಲೆ ಹದ್ದಿನ ಕಣ್ಣಿಡುವುದು ಹಾಗೂ ಮಾದರಿ ನೀತಿ ಸಂಹಿತೆ ಜಾರಿಗೊಳಿಸುವ ಮೂಲಕ ಚುನಾವಣಾ ಭ್ರಷ್ಟಾಚಾರವನ್ನು ಆಯೋಗ ನಿಯಂತ್ರಿಸುತ್ತದೆ ಎಂದು ತಿಳಿಸಿದರು. ಇಂದಿನ ಡಿಜಿಟಲ್ ಯುಗದಲ್ಲಿ, [733, 1355, 841, 1423]
section-rule [527, 614, 967, 615]
helpline-title: ಸಹಾಯವಾಣಿ ಕೇಂದ್ರಗಳ ವಿವರ [353, 98, 505, 114]
person [112, 782, 126, 832]
byline-place: ಬೆಂಗಳೂರು [670, 104, 695, 112]
lead-col2 [192, 213, 344, 397]
facebook-handle: facebook.com/vijaykarnataka [600, 7, 696, 15]
congress-body-col2 [402, 976, 536, 1062]
quote-designation: ಕೃಷ್ಣ ಪಾರ್ಟಿ [508, 910, 530, 917]
website-link[interactable] [736, 7, 826, 15]
congress-body-text-cont: 1999ರಲ್ಲಿ ಚನ್ನಗಿರಿ ವಿಧಾನಸಭಾ ಕ್ಷೇತ್ರದ ಕಾಂಗ್ರೆಸ್ ಅಭ್ಯರ್ಥಿಯಾಗಿದ್ದ ಮೊಹಿದ್ದೀನ್ ಅವರನ್ನು ಸೋಲಿಸಿ ಪಕ್ಷೇತರ ಅಭ್ಯರ್ಥಿ ವಡ್ನಾಳ್ ರಾಜಣ್ಣ ಅವರನ್ನ ಗೆಲ್ಲಿಸಿದವರ ವಿರುದ್ಧ, 2008ರ ಚುನಾವಣೆಯಲ್ಲಿ ಬಿ.ಫಾರ್ಮ್ ತಿದ್ದಿದವರ ವಿರುದ್ಧ ಏಕೆ ಕ್ರಮ ಕೈಗೊಳ್ಳಲಿಲ್ಲ'' ಎಂದು ಪ್ರಶ್ನಿಸಿದರು. ಸುದ್ದಿಗೋಷ್ಠಿಯಲ್ಲಿ ಅಲ್ಪಸಂಖ್ಯಾತ ಸಮುದಾಯದ ಮುಖಂಡರು ಇದ್ದರು. [544, 956, 677, 1006]
dateline-place: ಹರಿಹರ: [30, 872, 48, 879]
byline-marker-icon [258, 768, 263, 773]
reg-magenta [595, 1504, 605, 1514]
lead-para-2: ನಗರದ ಜಿಪಂ ಸಭಾಂಗಣದಲ್ಲಿ ಶುಕ್ರವಾರ ನಡೆದ ಜಿಲ್ಲಾ ನೀರು ಮತ್ತು ನೈರ್ಮಲ್ಯ ಮಿಷನ್ ಸಭೆಯ ಅಧ್ಯಕ್ಷತೆ ವಹಿಸಿ ಮಾತನಾಡಿದ ಅವರು, ''ಜಿಲ್ಲೆಯ 103 ಗ್ರಾಮಗಳನ್ನು ಸಮಸ್ಯಾತ್ಮಕ ಗ್ರಾಮಗಳೆಂದು ಗುರುತಿಸಲಾಗಿದೆ. ಈ ಗ್ರಾಮಗಳಲ್ಲಿ ನೀರಿನ ಮೂಲಗಳ ಲಭ್ಯತೆ ಮತ್ತು ಗುಣಮಟ್ಟ ಪರೀಕ್ಷಿಸಿ, ಗ್ರಾಮೀಣ ಭಾಗದಲ್ಲಿ ಕುಡಿಯುವ ನೀರಿನ ಸಮಸ್ಯೆ ಉದ್ಭವಿಸದಂತೆ ಮುಂಜಾಗ್ರತೆ ವಹಿಸಬೇಕು'' ಎಂದರು. [30, 154, 185, 214]
crime-body [144, 1093, 674, 1161]
byline-source: ವಿಕ ಸುದ್ದಿಲೋಕ [508, 1210, 542, 1218]
registration-marks [360, 1499, 404, 1518]
reg-black [617, 1504, 627, 1514]
cet-logo: CET [840, 139, 948, 177]
byline-marker-icon [500, 1212, 505, 1217]
cet-para-7: ದೀಕ್ಷಾ ಪೇದಾಂತು ಬೆಂಗಳೂರಿನ ಶೈಕ್ಷಣಿಕ ಮುಖ್ಯಸ್ಥ ಡಾ. ವಿಲಿಯಂ ಎಸ್.ಚಿಕ್ಕಬಳ್ಳಿ ಮಾತನಾಡಿ, ''ಕೊನೆ ಕ್ಷಣದಲ್ಲಿ ನೀವು ಅಧ್ಯಯನ ಮಾಡಿರುವ ವಿಷಯಗಳನ್ನು ಓದುವ ಕೆಲಸಕ್ಕೆ ಮುಂದಾಗಬೇಡಿ. ಇದುವರೆಗೆ ಸಿದ್ಧರಾಗಿರುವ ವಿಷಯಗಳಲ್ಲಿ ಎಷ್ಟು ಪರಿಣತರಾಗಿದ್ದೀರಿ ಎಂಬ ಬಗ್ಗೆ ಗಮನಹರಿಸಿ'' ಎಂದು ಸಲಹೆ ನೀಡಿದರು. [627, 333, 787, 376]
person [711, 787, 733, 847]
person [190, 1391, 206, 1443]
byline-place: ಜಗಳೂರು [748, 873, 770, 881]
page-number: II [32, 4, 42, 19]
registration-marks [584, 1499, 628, 1518]
person [722, 1242, 748, 1330]
social-col2-text: ಮಾಹಿತಿಯನ್ನು ಒದಗಿಸಲು ಚುನಾವಣಾ ಆಯೋಗವು ಸದಾ ಸನ್ನದ್ಧವಾಗಿದೆ. ಶಾಸನಸಭೆಗಳಲ್ಲಿ ಜನಸಾಮಾನ್ಯರ ಧ್ವನಿ ಮೊಳಗಬೇಕಾದರೆ, ಅವರ ಮತದಾನದ ಹಕ್ಕು ಯಾವುದೇ ಅಡೆತಡೆಯಿಲ್ಲದೆ ಚಲಾವಣೆಯಾಗಬೇಕು. ಈ ನಿಟ್ಟಿನಲ್ಲಿ ಚುನಾವಣಾ ಆಯೋಗವು ಕೇವಲ ಚುನಾವಣೆ ನಡೆಸುವ ಸಂಸ್ಥೆಯಾಗಿರದೆ, ಪ್ರಜಾಪ್ರಭುತ್ವದ ಕಾವಲುಗಾರನಾಗಿ ಕಾರ್ಯನಿರ್ವಹಿಸುತ್ತಿದೆ,' ಎಂದು ಹೇಳಿದರು. [618, 1355, 726, 1423]
quote-bubble-icon [408, 844, 411, 858]
column-divider [685, 734, 686, 1064]
cet-para-6: ''ಸುಲಭವಾದ ಪ್ರಶ್ನೆಗಳಿಗೆ ಮೊದಲು ಉತ್ತರಿಸಬೇಕು. ಕಠಿಣವಾದ ಪ್ರಶ್ನೆಗಳನ್ನು ಬಳಿಕ ಯೋಚಿಸಿ ಉತ್ತರಿಸುವ ಮೂಲಕ ಸಮಯದ ನಿರ್ವಹಣೆ ಮಾಡಿಕೊಳ್ಳಬೇಕು'' ಎಂದು ಅವರು ಸಲಹೆ ನೀಡಿದರು. [627, 307, 787, 332]
edition-name-part1: ನಮ್ಮ [58, 3, 82, 19]
social-col2 [618, 1355, 726, 1483]
congress-body-text: ದಕ್ಷಿಣ ವಿಧಾನಸಭಾ ಕ್ಷೇತ್ರದ ಉಪ ಚುನಾವಣೆಯಲ್ಲಿ ಕಾಂಗ್ರೆಸ್ ಅಭ್ಯರ್ಥಿ ಸೋಲಿಗೆ ಪಿತೂರಿ ನಡೆಸಿದ ಆರೋಪದ ಮೇಲೆ, ಅಲ್ಪಸಂಖ್ಯಾತ ಸಮುದಾಯದ ಕೆ.ಅಬ್ದುಲ್ ಜಬ್ಬಾರ್ ಹಾಗೂ ನಸೀರ್ ಅಹ್ಮದ್ ವಿರುದ್ಧ ಕೈಗೊಂಡಿರುವ ಕ್ರಮವನ್ನು ತಕ್ಷಣವೇ ಹಿಂತೆಗೆದುಕೊಳ್ಳಬೇಕು ಎಂದು ಕರ್ನಾಟಕ ರಾಜ್ಯ ಅಲ್ಪಸಂಖ್ಯಾತರ ಒಕ್ಕೂಟ ಒತ್ತಾಯಿಸಿದೆ. ಸುದ್ದಿಗೋಷ್ಠಿಯಲ್ಲಿ ಮಾತನಾಡಿ, ''ಪಾರ್ಟಿಯ ನಿರ್ಧಾರಕ್ಕೆ ಬದ್ಧರಾಗಿ ಚುನಾವಣೆಯಲ್ಲಿ ಕೆಲಸ ಮಾಡಿದವರ ವಿರುದ್ಧ ಸೇಡಿನ ಕ್ರಮ ಸರಿಯಲ್ಲ. ಈ ಕ್ರಮ ಅಲ್ಪಸಂಖ್ಯಾತರಿಗೆ ಮಾಡಿದ ಅವಮಾನವಾಗಿದೆ'' ಎಂದರು. ''ರಾಜ್ಯದಲ್ಲಿ ಕಾಂಗ್ರೆಸ್ ಪಕ್ಷ ಅಧಿಕಾರಕ್ಕೆ ಬರಲು ಅಲ್ಪಸಂಖ್ಯಾತ ಸಮುದಾಯದ ಕೊಡುಗೆ ದೊಡ್ಡದು. ಆದರೆ ಪಕ್ಷದಲ್ಲಿ ನಮಗೆ ಸೂಕ್ತ ಸ್ಥಾನಮಾನ ಸಿಗುತ್ತಿಲ್ಲ. ಜಿಲ್ಲೆಯಲ್ಲಿ ಅಲ್ಪಸಂಖ್ಯಾತ ಮುಖಂಡರನ್ನು ಕಡೆಗಣಿಸಲಾಗುತ್ತಿದೆ'' ಎಂದು ಆರೋಪಿಸಿದರು. ನಡೆಸಿದರೆಂಬ ಕಾರಣ ನೀಡಿ ಕೆ.ಅಬ್ದುಲ್ ಜಬ್ಬಾರ್ ಹಾಗೂ ನಸೀರ್ ಅಹ್ಮದ್ ವಿರುದ್ಧ ಕೈಗೊಂಡಿರುವ ಕ್ರಮವನ್ನು ಹಿಂತೆಗೆದುಕೊಳ್ಳದಿದ್ದರೆ, ಬರುವ 2028ರ ಚುನಾವಣೆಯಲ್ಲಿ ತಕ್ಕ ಪಾಠ ಕಲಿಸಲಾಗುವುದು ಎಂದು ಎಚ್ಚರಿಸಿದರು. 1999ರಲ್ಲಿ ಚನ್ನಗಿರಿ ವಿಧಾನಸಭಾ ಕ್ಷೇತ್ರದ ಕಾಂಗ್ರೆಸ್ ಅಭ್ಯರ್ಥಿಯಾಗಿದ್ದ ಮೊಹಿದ್ದೀನ್ ಅವರನ್ನು ಸೋಲಿಸಿ ಪಕ್ಷೇತರ ಅಭ್ಯರ್ಥಿ ವಡ್ನಾಳ್ ರಾಜಣ್ಣ ಅವರನ್ನು ಗೆಲ್ಲಿಸಿದವರ ವಿರುದ್ಧ, 2008ರ ಚುನಾವಣೆಯಲ್ಲಿ ಬಿ.ಫಾರ್ಮ್ ತಿದ್ದಿದವರ ವಿರುದ್ಧ ಏಕೆ ಕ್ರಮ ಕೈಗೊಳ್ಳಲಿಲ್ಲ'' ಎಂದು ಪ್ರಶ್ನಿಸಿದರು. ಸುದ್ದಿಗೋಷ್ಠಿಯಲ್ಲಿ ಅಲ್ಪಸಂಖ್ಯಾತ ಸಮುದಾಯದ ಮುಖಂಡರಾದ ಸಲೀಂ, ಸಿ.ಅಬ್ದುಲ್, ಬಿ.ರಾಜೀಂ, ಬಿ.ಮಹಬೂಬ್ ಇದ್ದರು. [258, 775, 396, 963]
lead-para-1: ಬೇಸಿಗೆಯ ಹಿನ್ನೆಲೆ ಜಿಲ್ಲೆಯಲ್ಲಿ ಉದ್ಭವಿಸಬಹುದಾದ ಕುಡಿಯುವ ನೀರಿನ ಸಮಸ್ಯೆಯನ್ನು ಗಂಭೀರವಾಗಿ ಪರಿಗಣಿಸಬೇಕು. ನಿರ್ಲಕ್ಷ್ಯ ವಹಿಸುವ ಅಧಿಕಾರಿಗಳ ವಿರುದ್ಧ ಕಟ್ಟುನಿಟ್ಟಿನ ಕ್ರಮ ಕೈಗೊಳ್ಳಲಾಗುವುದು ಎಂದು ಜಿಪಂ ಸಿಇಒ ಗಿತ್ತೆ ಮಾಧವ ವಿಠ್ಠಲರಾವ್ ಎಚ್ಚರಿಕೆ ನೀಡಿದರು. [30, 102, 132, 152]
lead-col1 [30, 102, 185, 397]
twitter-link[interactable] [456, 7, 535, 15]
website-url: www.vijaykarnataka.com [745, 7, 827, 15]
mpr-body-text: ಹೊನ್ನಾಳಿಗೆ ನಾನೇ ಅಭ್ಯರ್ಥಿ ಎಂದಿರುವ ಮಾಜಿ ಸಚಿವ ಎಂ.ಪಿ. ರೇಣುಕಾಚಾರ್ಯ ಹೇಳಿಕೆಯನ್ನು, ರೇಣುಕಾಚಾರ್ಯ ವಿರೋಧಿ ಬಣದ ಮುಖಂಡರು ಖಂಡಿಸಿದ್ದಾರೆ. ಗುರುವಾರ ಸುದ್ದಿಗೋಷ್ಠಿಯಲ್ಲಿ ಮಾತನಾಡಿದ ಬಿಜೆಪಿ ಮುಖಂಡ ಶಾಂತರಾಜ್ ಪಾಟೀಲ್, ''ಪಕ್ಷದ ಹೈಕಮಾಂಡ್ ಇನ್ನೂ ಅಭ್ಯರ್ಥಿ ಘೋಷಣೆ ಮಾಡಿಲ್ಲ. ಆದರೆ, ಅವರು ತಮ್ಮನ್ನು ತಾವೇ ಅಭ್ಯರ್ಥಿ ಎಂದು ಘೋಷಿಸಿಕೊಂಡಿದ್ದಾರೆ. ಅಲ್ಲದೇ, ಕ್ಷೇತ್ರವನ್ನು ಉತ್ತು ಹದ ಮಾಡಿದ್ದೇನೆ ಎಂದಿದ್ದಾರೆ. ಅವರೊಬ್ಬರೇ ಕ್ಷೇತ್ರದಲ್ಲಿ ಪಕ್ಷ ಸಂಘಟನೆ ಮಾಡಿದ್ದಾರಾ? ತಕ್ಷಣವೇ ನಾನೇ ಅಭ್ಯರ್ಥಿ ಹೇಳಿಕೆಯನ್ನು ವಾಪಸ್ ಪಡೆಯಬೇಕು'' ಎಂದು ಒತ್ತಾಯಿಸಿದರು. ''ಹೊನ್ನಾಳಿಯಲ್ಲಿ ಮನೆಯೊಂದು ಮೂರು ಬಾಗಿಲು ಆಗಿದೆ. ಅದರೆ, ರೇಣುಕಾಚಾರ್ಯ ಬಿಜೆಪಿ ಹೊನ್ನಾಳಿ-ನ್ಯಾಮತಿ ಕ್ಷೇತ್ರದಲ್ಲಿ ಮೆಜಾರಿಟಿ ಆಗಿದೆ ಎನ್ನುವುದನ್ನು ಯಾವ ಅರ್ಥದಲ್ಲಿ ಹೇಳಿದ್ದಾರೋ ಗೊತ್ತಿಲ್ಲ. ನಾನು, ಎ.ಬಿ. ಹನುಮಂತಪ್ಪ, ಜಗದೀಶ್, ಕೆ.ವಿ. ಚನ್ನಪ್ಪ, ಎಂ.ಆರ್. ಮಹೇಶ್ ಸೇರಿ ಹಲವರು ವಿಧಾನಸಭೆಗೆ ಆಕಾಂಕ್ಷಿತರಿದ್ದೇವೆ'' ಎಂದರು. ಗೋಷ್ಠಿಯಲ್ಲಿ ಪಕ್ಷದ ಮುಖಂಡರುಗಳಾದ ಎ.ಬಿ. ಹನುಮಂತಪ್ಪ, ಯಕ್ಕನಹಳ್ಳಿ ಜಗದೀಶ್, ನೆಲಹೊನ್ನೆ ದೇವರಾಜ್, ಮಾಸಡಿ ಸಿದ್ದೇಶ್, ಯಕ್ಕನಹಳ್ಳಿ ಅವಿನಾಶ್ ಇದ್ದರು. [282, 1208, 484, 1301]
quote-author: - ಗಿತ್ತೆ ಮಾಧವ ವಿಠ್ಠಲರಾವ್, [272, 144, 338, 152]
reg-yellow [606, 1504, 616, 1514]
cet-para-8: ನಾಲ್ಕು ದಿನಗಳ ಅಧ್ಯಯನ ಸೂತ್ರ ತಿಳಿಸಿದ ಅವರು, ಮೊದಲ ದಿನ ಫಾರ್ಮುಲಾಗಳನ್ನು ಅಧ್ಯಯನ ಮಾಡಿ, ಎರಡನೇ ದಿನ ಅಣಕು ಪರೀಕ್ಷೆಗಳ ಪ್ರಶ್ನೆಪತ್ರಿಕೆಗಳನ್ನು ವಿಮರ್ಶೆ ಮಾಡಿ, ಮೂರನೇ ದಿನ ಬರೆದವುಗಳ ವೇಗ ಮತ್ತು ನಿಖರತೆಯ ಬಗ್ಗೆ ಗಮನಹರಿಸಿ ಹಾಗೂ ನಾಲ್ಕನೇ ದಿನ ಎಲ್ಲದರ ಸಮಗ್ರ ಸಿದ್ಧತೆಗಳನ್ನು ಪರಿಶೀಲಿಸಿ ಪರೀಕ್ಷೆಗೆ ಸಜ್ಜಾಗಿ ಎಂದು ಸಲಹೆ ನೀಡಿದರು. [627, 377, 787, 420]
person [148, 462, 166, 520]
building-headline: 20ಕ್ಕೆ ನೂತನ ಕಟ್ಟಡ ಉದ್ಘಾಟನೆ [292, 407, 491, 429]
registration-marks [830, 1499, 874, 1518]
quote-designation: ಮುಸ್ಲಿಂ ಮುಖಂಡ [603, 863, 637, 870]
social-headline-red: 'ಜಾಲತಾಣ ಸುಳ್ಳು ಸುದ್ದಿ [497, 1172, 678, 1200]
reg-cyan [830, 1504, 840, 1514]
reg-cyan [584, 1504, 594, 1514]
byline-marker-icon [705, 875, 710, 880]
column-divider [515, 38, 516, 398]
column-divider [519, 406, 520, 724]
cet-para-2: ಟೈಮ್ಸ್ ಆಫ್ ಇಂಡಿಯಾ ಹಾಗೂ ವಿಜಯ ಕರ್ನಾಟಕದ ಸಹಯೋಗದಲ್ಲಿ ನಡೆದ ವೆಬಿನಾರ್‌ನಲ್ಲಿ ಏ.23 ಹಾಗೂ 24 ರಂದು ನಡೆಯುವ ಪರೀಕ್ಷೆಯ ಸಿದ್ಧತೆಗಳ ಕುರಿತು ಕರ್ನಾಟಕ ಪರೀಕ್ಷಾ ಪ್ರಾಧಿಕಾರದ ಅಧಿಕಾರಿಗಳು ಹಾಗೂ ಶಿಕ್ಷಣ ತಜ್ಞರು ಮಾರ್ಗದರ್ಶನ ನೀಡಿದರು. [627, 131, 787, 164]
lead-headline: ಕುಡಿವ ನೀರಿನ ಕೊರತೆ ಕಂಡರೆ ಕ್ರಮ [30, 54, 407, 93]
tapam-body-col1 [30, 527, 148, 722]
cet-para-4: ''ಪರೀಕ್ಷೆಗೆ ಸಿದ್ಧತೆ ನಡೆಸುವ ಅಭ್ಯರ್ಥಿಗಳು ಎನ್‌ಸಿಇಆರ್‌ಟಿ ಹಾಗೂ ಪಿಯುಸಿ ಪಠ್ಯಪುಸ್ತಕಗಳನ್ನು ಹೆಚ್ಚಾಗಿ ಅಧ್ಯಯನ ಮಾಡಬೇಕು. ವ್ಯಾಖ್ಯಾನಗಳು, ಸೂತ್ರಗಳು, ರೇಖಾಚಿತ್ರಗಳು ಹಾಗೂ ಸಮಸ್ಯೆಗಳನ್ನು ಬಿಡಿಸುವ ಬಗ್ಗೆ ಗಮನಹರಿಸಬೇಕು. ಜತೆಗೆ, ಕನಿಷ್ಠ 10 ವರ್ಷಗಳ ಪ್ರಶ್ನೆಪತ್ರಿಕೆಗಳನ್ನು ಅಭ್ಯಾಸ ಮಾಡಬೇಕು. ಇದರಿಂದ ಶೇ.20 ರಿಂದ ಶೇ.40ರಷ್ಟು ಪ್ರಶ್ನೆಗಳಿಗೆ ಸಿದ್ಧರಾಗುವ ಸಾಧ್ಯತೆಯಿದೆ'' ಎಂದು ಸಲಹೆ ನೀಡಿದರು. [627, 210, 787, 261]
person [130, 1393, 146, 1443]
portrait-face [149, 112, 171, 138]
cet-subhead: ಏ.19ರ ಮಧ್ಯರಾತ್ರಿಯವರೆಗೆ ನೋಂದಣಿಗೆ ಅವಕಾಶ [627, 77, 957, 99]
mpr-body [282, 1208, 484, 1484]
twitter-icon [456, 8, 463, 15]
presents-label: PRESENTS [868, 131, 884, 135]
tapam-body-text: ಕೀರ್ತಿಕುಮಾರ್, ಕ್ಷೇತ್ರದಲ್ಲಿ ನಿರಂತರವಾಗಿ ಅಭಿವೃದ್ಧಿ ಕಾಮಗಾರಿಗಳು ನಡೆಯುತ್ತಿವೆ. ಈ ಹಿಂದೆ ಸಭಾಂಗಣದಲ್ಲಿ ಸುಸಜ್ಜಿತ ವ್ಯವಸ್ಥೆ ಇಲ್ಲದೆ ಅಧಿಕಾರಿಗಳು ಸಭೆ ನಡೆಸಲು ಸಂಕಷ್ಟ ಅನುಭವಿಸುತ್ತಿದ್ದರು. ಸಭೆಗಳಲ್ಲಿ ಧ್ವನಿ ಸರಿಯಾಗಿ ಕೇಳಿಸುತ್ತಿರಲಿಲ್ಲ. ಗೊಂದಲ ಉಂಟಾಗುತ್ತಿತ್ತು. ಈಗ ಆಧುನಿಕ ಸೌಲಭ್ಯಗಳನ್ನು ಒದಗಿಸಲಾಗಿದೆ ಎಂದು ತಿಳಿಸಿದರು. ಕಾರ್ಯಕ್ರಮದಲ್ಲಿ ತಾಪಂ ಇಒ ಹಾಗೂ ಸಿಬ್ಬಂದಿ, ಮುಖಂಡರು ಹಾಜರಿದ್ದರು. ಪರಿಶೀಲನೆ ನಡೆಸಿ ಮಾತನಾಡಿದ ಎಂ.ಡಿ. ಕೀರ್ತಿಕುಮಾರ್, ಇನ್ನೂ ಹೆಚ್ಚಿನ ಸೌಲಭ್ಯ ಕಲ್ಪಿಸುವ ಭರವಸೆ ನೀಡಿದರು. [155, 527, 277, 612]
social-caption: ದಾವಣಗೆರೆ ವಿವಿ ರಾಜ್ಯಶಾಸ್ತ್ರ ಅಧ್ಯಯನ ವಿಭಾಗ ಶುಕ್ರವಾರ ಏರ್ಪಡಿಸಿದ್ದ ಕಾರ್ಯಾಗಾರವನ್ನು ರಾಜ್ಯ ಚುನಾವಣಾ ಆಯುಕ್ತ ಜಿ.ಎಸ್. ಸಂಗ್ರೇಶಿ ಉದ್ಘಾಟಿಸಿದರು. [618, 1333, 830, 1349]
congress-body-col1 [258, 775, 396, 1063]
mpr-headline: ಎಂಪಿಆರ್ ಹೇಳಿಕೆಗೆ ಖಂಡನೆ [282, 1176, 452, 1198]
quote-bubble-icon [198, 103, 202, 117]
person [737, 783, 757, 847]
portrait-suit [141, 142, 179, 176]
qr-finder [806, 277, 820, 291]
page-bottom-rule [30, 1490, 970, 1491]
basava-jayanti-body-text: ತಾಲೂಕು ಆಡಳಿತದಿಂದ ಏ.20ರಂದು ಜಗಜ್ಯೋತಿ ಬಸವೇಶ್ವರ ಜಯಂತಿ ಸರಳ ಮತ್ತು ಅರ್ಥಪೂರ್ಣವಾಗಿ ಆಚರಿಸಿ, ನಂತರ ಶಾಸಕರ ಸಮ್ಮುಖದಲ್ಲಿ ಮುಕ್ತಿಯೊಂದ್ದು ಸಭೆ ನಡೆಸಿ ಬಸವ ತತ್ವ ಪ್ರಚಾರ ಮಾಡಲು ನಿರ್ಧರಿಸಲಾಯಿತು. ಪಟ್ಟಣದಲ್ಲಿ ಗುರುವಾರ ಯುವಘಟಕ, ಮಹಿಳಾ ಘಟಕ, ನಗರ ಮಹಿಳಾ ಘಟಕ ಪದಾಧಿಕಾರಿಗಳ ಆಯ್ಕೆ ನಂತರ ಸಭೆ ನಡೆಯಿತು. 57 ಕಡೆ ಕುಟುಂಬ ಬಸವ ಜಯಂತಿ ಆಚರಣೆ, ಪ್ರತಿ ಮನೆಯಲ್ಲಿ ಬಸವ ತತ್ವ ಬಿತ್ತುವ ಕೆಲಸ ನಡೆಸಲು ತೀರ್ಮಾನಿಸಲಾಯಿತು. ಸಭೆಯಲ್ಲಿ ಮಾಜಿ ಅಧ್ಯಕ್ಷರಾದ ಎಚ್.ಎಸ್.ಶಿವಕುಮಾರ್, ಕಲ್ಯಾಣಿ ಮೆಟ್ಟಿಲ್, ವಾಗೀಶ್, ಗೋವರ್ಧನ್, ಭಧ್ರಿನಾಥ್, ಮದಗೀಕೆರೆ ವೀರಣ್ಣ, ಯೋಗೀಶ್ ಇದ್ದರು. [30, 1208, 262, 1258]
person [130, 786, 144, 832]
basava-brief-text: ಅಖಿಲ ಭಾರತ ವೀರಶೈವ ಮಹಾಸಭಾ ಮತ್ತು ಬಸವೇಶ್ವರ ದೇವಸ್ಥಾನ ಕಮಿಟಿ ಆಶ್ರಯದಲ್ಲಿ ಏ.20ರಂದು ನಗರದಲ್ಲಿ ಅದ್ಧೂರಿಯಾಗಿ ಬಸವ ಜಯಂತಿ ಆಚರಿಸಲಾಗುವುದು ಎಂದು ಮಹಾಸಭಾದ ತಾಲೂಕು ಅಧ್ಯಕ್ಷ ಡಿ.ಜಿ.ಶಿವಾನಂದಪ್ಪ ತಿಳಿಸಿದರು. ಹರಿಹರ ನಗರದ ಪ್ರಮುಖ ಬೀದಿಗಳಲ್ಲಿ ಬಸವಣ್ಣನವರ ಭಾವಚಿತ್ರ ಮೆರವಣಿಗೆ ನಡೆಯಲಿದೆ. ಕಲಾತಂಡಗಳು ಭಾಗವಹಿಸಲಿವೆ. ಸಮಾರಂಭದಲ್ಲಿ ವಿವಿಧ ಮಠಾಧೀಶರು ಸಾನ್ನಿಧ್ಯ ವಹಿಸುವರು. ಗಣ್ಯರು ಭಾಗವಹಿಸಲಿದ್ದಾರೆ. ಸಾರ್ವಜನಿಕರು ಪಾಲ್ಗೊಳ್ಳಬೇಕು ಎಂದು ಕೋರಿದ್ದಾರೆ. ಗೋಷ್ಠಿಯಲ್ಲಿ ಮಹಾಸಭಾ ಪದಾಧಿಕಾರಿಗಳು ಇದ್ದರು. [527, 190, 606, 329]
congress-body-text-cont: ನಡೆಸಿದರೆಂಬ ಕಾರಣ ನೀಡಿ ಕೆ.ಅಬ್ದುಲ್ ಜಬ್ಬಾರ್ ಹಾಗೂ ನಸೀರ್ ಅಹ್ಮದ್ ವಿರುದ್ಧ ಕೈಗೊಂಡಿರುವ ಕ್ರಮವನ್ನು ಹಿಂತೆಗೆದುಕೊಳ್ಳದಿದ್ದರೆ, ಬರುವ 2028ರ ಚುನಾವಣೆಯಲ್ಲಿ ತಕ್ಕ ಪಾಠ ಕಲಿಸಲಾಗುವುದು ಎಂದು ಎಚ್ಚರಿಸಿದರು. [402, 976, 536, 1009]
section-rule [30, 727, 970, 729]
cet-para-5: ''60 ಪ್ರಶ್ನೆಗಳ ಪ್ರಶ್ನೆಪತ್ರಿಕೆಗೆ 80 ನಿಮಿಷಗಳ ಕಾಲಾವಕಾಶ ಇರಲಿದೆ. ವಿದ್ಯಾರ್ಥಿಗಳು ಪ್ರತಿ ಪ್ರಶ್ನೆಗೆ ಕನಿಷ್ಠ ಒಂದು ನಿಮಿಷದಲ್ಲಿ ಒಂದು ಪ್ರಶ್ನೆಗೆ ಉತ್ತರಿಸುವ ಗುರಿ ಹೊಂದಿರಬೇಕು. ಉಳಿದ ಅವಧಿಯಲ್ಲಿ ಓಎಂಆರ್ ಶೀಟ್ ತುಂಬುವ ಕೆಲಸ ಮಾಡಬೇಕು. ನಿಖರತೆ ಮತ್ತು ವೇಗದ ಬಗ್ಗೆ ಗಮನಹರಿಸಬೇಕು'' ಎಂದು ಸಲಹೆ ನೀಡಿದರು. [627, 263, 787, 305]
